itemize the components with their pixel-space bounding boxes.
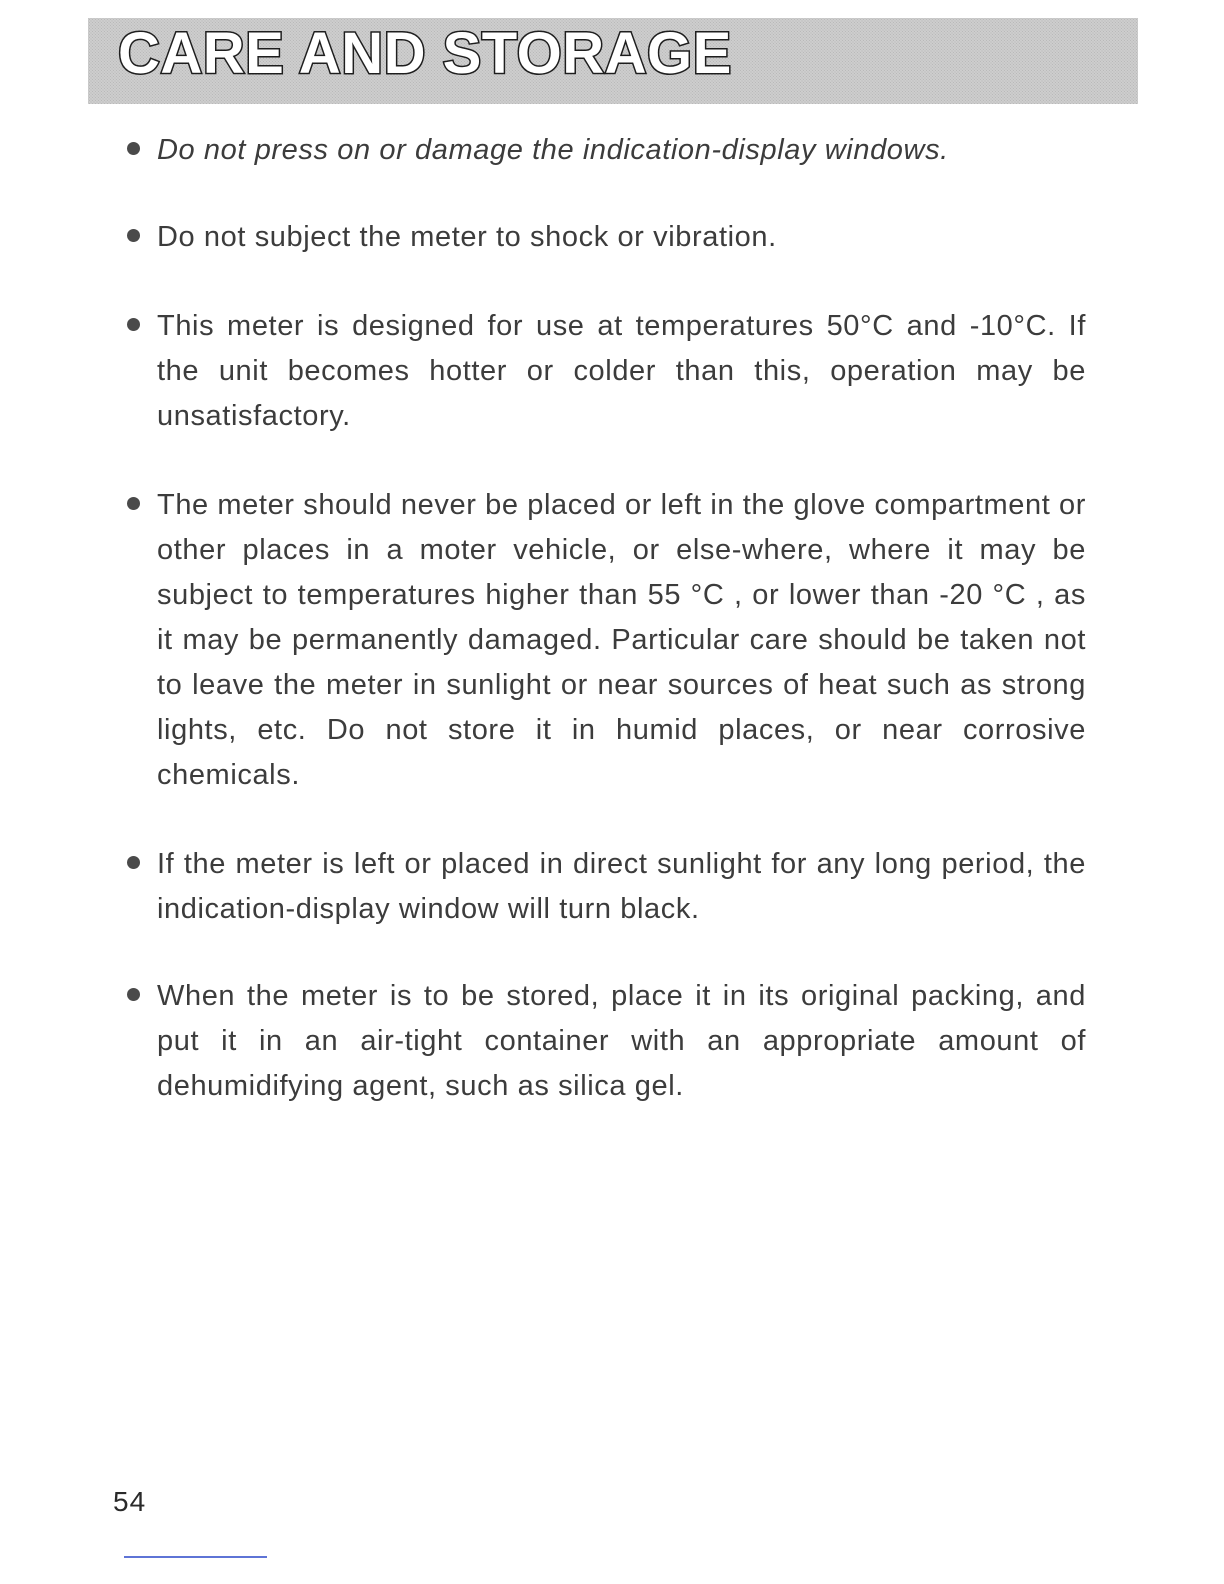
list-item	[124, 974, 1086, 1109]
bullet-icon	[127, 318, 140, 331]
list-item	[124, 483, 1086, 798]
list-item-text: Do not press on or damage the indication-display windows.	[157, 134, 949, 166]
list-item	[124, 215, 1086, 260]
care-instructions-list	[124, 128, 1086, 1109]
list-item-text: If the meter is left or placed in direct sunlight for any long period, the indication-display window will turn black.	[157, 848, 1086, 925]
bullet-icon	[127, 497, 140, 510]
list-item-text: This meter is designed for use at temperatures 50°C and -10°C. If the unit becomes hotter or colder than this, operation may be unsatisfactory.	[157, 310, 1086, 432]
bullet-icon	[127, 229, 140, 242]
bullet-icon	[127, 988, 140, 1001]
page-title: CARE AND STORAGE	[118, 21, 732, 86]
list-item-text: Do not subject the meter to shock or vibration.	[157, 221, 777, 253]
bullet-icon	[127, 142, 140, 155]
list-item	[124, 128, 1086, 173]
footer-divider	[124, 1556, 267, 1558]
list-item-text: When the meter is to be stored, place it in its original packing, and put it in an air-tight container with an appropriate amount of dehumidifying agent, such as silica gel.	[157, 980, 1086, 1102]
page-number: 54	[113, 1486, 147, 1517]
bullet-icon	[127, 856, 140, 869]
list-item-text: The meter should never be placed or left in the glove compartment or other places in a moter vehicle, or else-where, where it may be subject to temperatures higher than 55 °C , or lower than -20 °C , as it may be permanently damaged. Particular care should be taken not to leave the meter in sunlight or near sources of heat such as strong lights, etc. Do not store it in humid places, or near corrosive chemicals.	[157, 489, 1086, 791]
list-item	[124, 842, 1086, 932]
list-item	[124, 304, 1086, 439]
